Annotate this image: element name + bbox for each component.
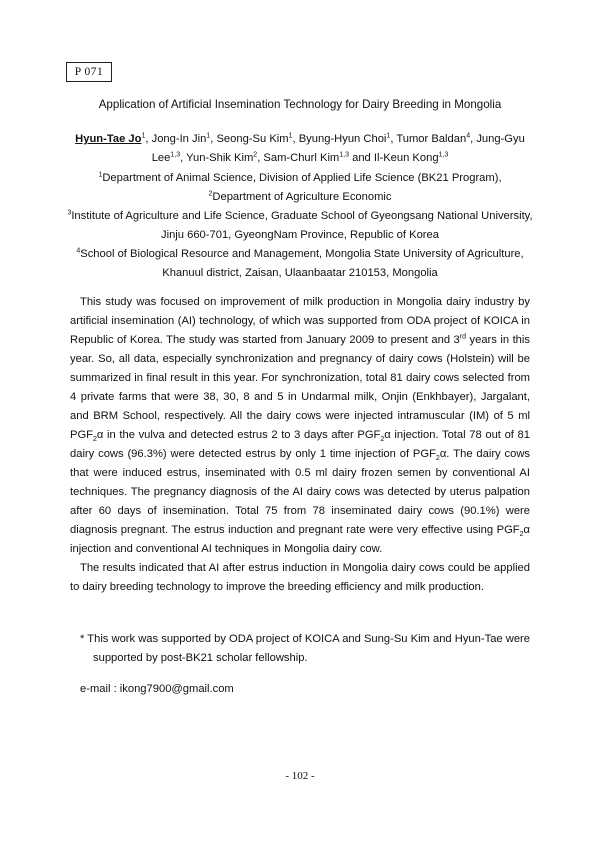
alpha-symbol: α [523,524,530,536]
contact-email: e-mail : ikong7900@gmail.com [80,683,234,695]
author-sup: 1 [141,132,146,140]
abstract-text: injection. Total 78 out of 81 dairy cows (96.3%) were detected estrus by only 1 time injection of PGF [70,429,530,460]
alpha-symbol: α [96,429,104,441]
author-sup: 4 [466,132,471,140]
affiliation [66,245,534,283]
author: Il-Keun Kong [373,152,439,164]
affiliation-list [66,169,534,283]
presentation-code-box: P 071 [66,62,112,82]
affiliation-text: School of Biological Resource and Management, Mongolia State University of Agriculture, Khanuul district, Zaisan, Ulaanbaatar 210153, Mongolia [80,248,524,279]
author-list: Hyun-Tae Jo$^1$, Jong-In Jin$^1$, Seong-Su Kim$^1$, Byung-Hyun Choi$^1$, Tumor Baldan$^4$, Jung-Gyu Lee$^{1,3}$, Yun-Shik Kim$^2$, Sam-Churl Kim$^{1,3}$ and Il-Keun Kong$^{1,3}$ [75,132,525,164]
pgf-subscript: 2 [93,436,97,444]
author: Yun-Shik Kim [186,152,254,164]
author-sup: 1,3 [339,151,349,159]
author: Seong-Su Kim [216,133,289,145]
pgf-subscript: 2 [380,436,385,444]
affiliation-number: 4 [76,247,81,255]
author-sup: 1 [288,132,293,140]
page-number: - 102 - [285,770,315,782]
abstract-text: injection and conventional AI techniques in Mongolia dairy cow. [70,543,383,555]
affiliation-number: 3 [67,209,72,217]
affiliation [66,169,534,188]
affiliation-number: 1 [98,171,103,179]
affiliation-number: 2 [208,190,213,198]
abstract-body [70,293,530,597]
author-sup: 2 [253,151,258,159]
author: Jung-Gyu Lee [151,133,525,164]
pgf-subscript: 2 [519,531,524,539]
author-sup: 1 [386,132,391,140]
author-sup: 1,3 [170,151,181,159]
affiliation [66,207,534,245]
alpha-symbol: α [439,448,447,460]
author-conjunction: and [352,152,371,164]
presenting-author: Hyun-Tae Jo [75,133,142,145]
author-sup: 1,3 [438,151,449,159]
abstract-paragraph: The results indicated that AI after estrus induction in Mongolia dairy cows could be applied to dairy breeding technology to improve the breeding efficiency and milk production. [70,562,530,593]
author: Tumor Baldan [396,133,467,145]
ordinal-sup: rd [459,333,467,341]
abstract-text: in the vulva and detected estrus 2 to 3 days after PGF [103,429,381,441]
author: Jong-In Jin [151,133,207,145]
affiliation-text: Institute of Agriculture and Life Science, Graduate School of Gyeongsang National University, Jinju 660-701, GyeongNam Province, Republic of Korea [71,210,533,241]
acknowledgement-footnote: * This work was supported by ODA project of KOICA and Sung-Su Kim and Hyun-Tae were supported by post-BK21 scholar fellowship. [80,633,530,664]
paper-title: Application of Artificial Insemination Technology for Dairy Breeding in Mongolia [98,98,502,111]
abstract-paragraph [70,293,530,559]
pgf-subscript: 2 [435,455,440,463]
author: Byung-Hyun Choi [298,133,387,145]
author-sup: 1 [206,132,211,140]
alpha-symbol: α [384,429,391,441]
abstract-text: years in this year. So, all data, especially synchronization and pregnancy of dairy cows (Holstein) will be summarized in final result in this year. For synchronization, total 81 dairy cows selected from 4 private farms that were 38, 30, 8 and 5 in Undarmal milk, Onjin (Enkhbayer), Jargalant, and BRM School, respectively. All the dairy cows were injected intramuscular (IM) of 5 ml PGF [70,334,530,441]
affiliation-text: Department of Animal Science, Division of Applied Life Science (BK21 Program), [102,172,502,184]
affiliation-text: Department of Agriculture Economic [212,191,392,203]
author: Sam-Churl Kim [263,152,340,164]
abstract-text: . The dairy cows that were induced estrus, inseminated with 0.5 ml dairy frozen semen by conventional AI techniques. The pregnancy diagnosis of the AI dairy cows was detected by uterus palpation after 60 days of insemination. Total 75 from 78 inseminated dairy cows (90.1%) were diagnosis pregnant. The estrus induction and pregnant rate were very effective using PGF [70,448,530,536]
affiliation [66,188,534,207]
abstract-text: This study was focused on improvement of milk production in Mongolia dairy industry by artificial insemination (AI) technology, of which was supported from ODA project of KOICA in Republic of Korea. The study was started from January 2009 to present and 3 [70,296,530,346]
